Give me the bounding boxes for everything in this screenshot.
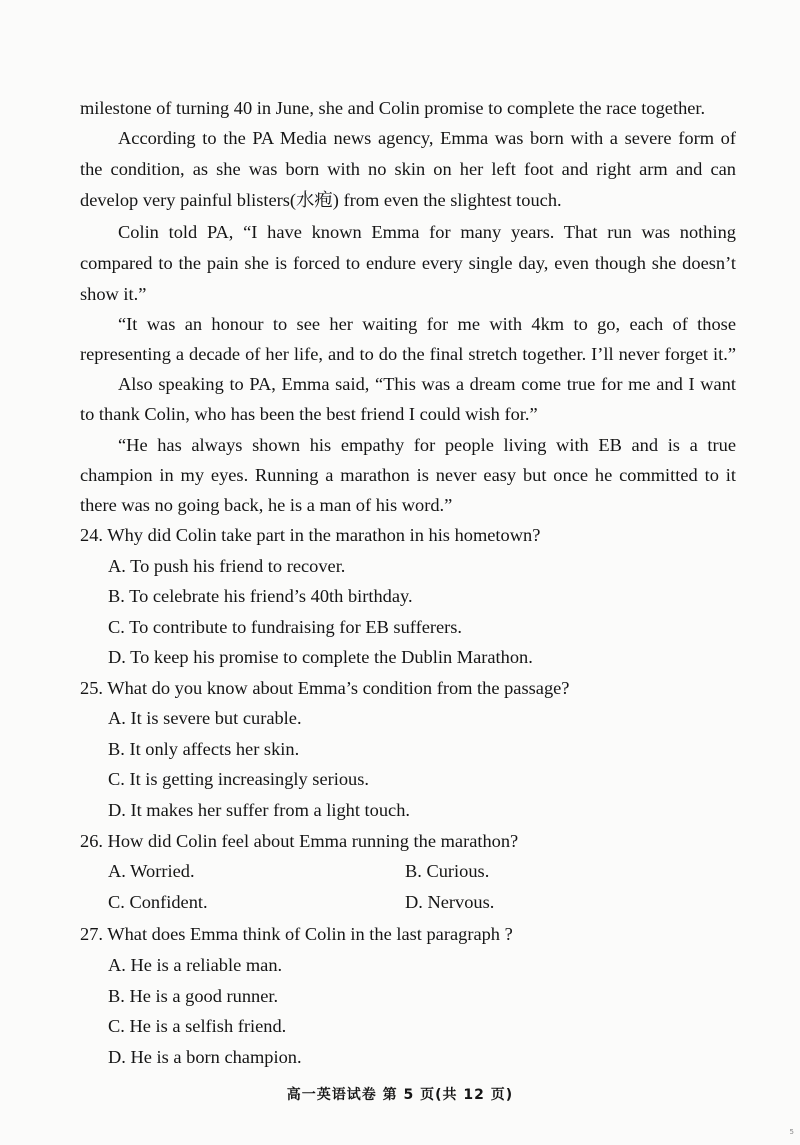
answer-option: D. To keep his promise to complete the Dublin Marathon.: [108, 647, 533, 667]
passage-line: milestone of turning 40 in June, she and Colin promise to complete the race together.: [80, 98, 706, 118]
answer-option: B. He is a good runner.: [108, 986, 279, 1006]
answer-option: D. Nervous.: [405, 892, 495, 912]
question-stem: 24. Why did Colin take part in the marathon in his hometown?: [80, 525, 541, 545]
question-stem: 25. What do you know about Emma’s condition from the passage?: [80, 678, 570, 698]
question-stem: 27. What does Emma think of Colin in the last paragraph ?: [80, 924, 513, 944]
passage-line: According to the PA Media news agency, Emma was born with a severe form of: [118, 128, 736, 148]
passage-line: compared to the pain she is forced to endure every single day, even though she doesn’t: [80, 253, 736, 273]
answer-option: D. He is a born champion.: [108, 1047, 302, 1067]
answer-option: B. To celebrate his friend’s 40th birthday.: [108, 586, 413, 606]
passage-line: Colin told PA, “I have known Emma for many years. That run was nothing: [118, 222, 736, 242]
answer-option: C. It is getting increasingly serious.: [108, 769, 370, 789]
answer-option: C. He is a selfish friend.: [108, 1016, 287, 1036]
passage-line: representing a decade of her life, and to do the final stretch together. I’ll never forget it.”: [80, 344, 736, 364]
passage-line: to thank Colin, who has been the best friend I could wish for.”: [80, 404, 538, 424]
answer-option: C. To contribute to fundraising for EB sufferers.: [108, 617, 463, 637]
corner-mark: 5: [789, 1128, 794, 1136]
question-stem: 26. How did Colin feel about Emma running the marathon?: [80, 831, 519, 851]
passage-line: the condition, as she was born with no skin on her left foot and right arm and can: [80, 159, 736, 179]
answer-option: A. Worried.: [108, 861, 195, 881]
passage-line: “It was an honour to see her waiting for me with 4km to go, each of those: [118, 314, 736, 334]
passage-line: develop very painful blisters(水疱) from even the slightest touch.: [80, 190, 562, 210]
answer-option: C. Confident.: [108, 892, 208, 912]
answer-option: B. It only affects her skin.: [108, 739, 300, 759]
passage-line: Also speaking to PA, Emma said, “This was a dream come true for me and I want: [118, 374, 736, 394]
answer-option: A. He is a reliable man.: [108, 955, 283, 975]
passage-line: champion in my eyes. Running a marathon is never easy but once he committed to it: [80, 465, 736, 485]
answer-option: D. It makes her suffer from a light touch.: [108, 800, 410, 820]
answer-option: A. To push his friend to recover.: [108, 556, 346, 576]
passage-line: there was no going back, he is a man of his word.”: [80, 495, 453, 515]
answer-option: A. It is severe but curable.: [108, 708, 302, 728]
passage-line: show it.”: [80, 284, 147, 304]
answer-option: B. Curious.: [405, 861, 490, 881]
passage-line: “He has always shown his empathy for people living with EB and is a true: [118, 435, 736, 455]
page-footer: 高一英语试卷 第 5 页(共 12 页): [286, 1087, 514, 1103]
